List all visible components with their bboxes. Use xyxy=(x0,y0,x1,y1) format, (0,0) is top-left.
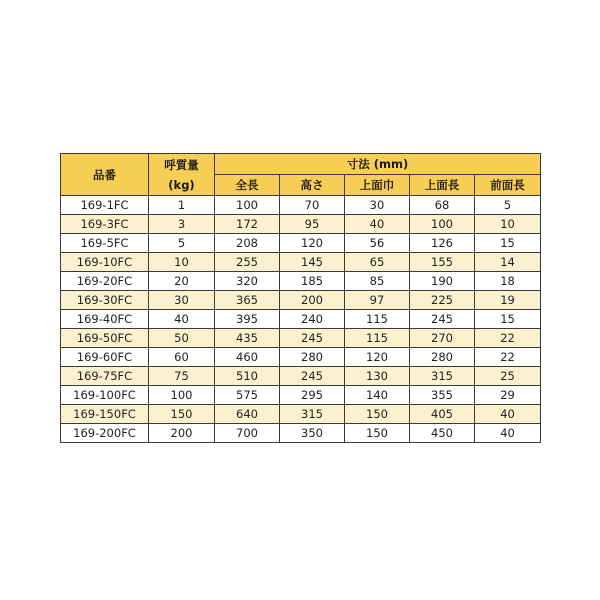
cell-model: 169-3FC xyxy=(61,215,149,234)
cell-total-length: 320 xyxy=(215,272,280,291)
table-row xyxy=(61,329,541,348)
cell-front-length: 40 xyxy=(475,424,541,443)
cell-capacity: 20 xyxy=(149,272,215,291)
cell-top-width: 97 xyxy=(345,291,410,310)
cell-height: 245 xyxy=(280,367,345,386)
cell-model: 169-60FC xyxy=(61,348,149,367)
cell-capacity: 40 xyxy=(149,310,215,329)
cell-total-length: 395 xyxy=(215,310,280,329)
table-row xyxy=(61,424,541,443)
cell-top-width: 115 xyxy=(345,310,410,329)
table-row xyxy=(61,272,541,291)
cell-total-length: 365 xyxy=(215,291,280,310)
cell-top-length: 355 xyxy=(410,386,475,405)
cell-top-length: 68 xyxy=(410,196,475,215)
cell-model: 169-10FC xyxy=(61,253,149,272)
cell-front-length: 14 xyxy=(475,253,541,272)
header-top-length: 上面長 xyxy=(410,175,475,196)
cell-model: 169-200FC xyxy=(61,424,149,443)
cell-front-length: 18 xyxy=(475,272,541,291)
cell-height: 245 xyxy=(280,329,345,348)
header-capacity-unit: (kg) xyxy=(168,177,195,192)
cell-front-length: 25 xyxy=(475,367,541,386)
cell-top-width: 150 xyxy=(345,405,410,424)
cell-total-length: 208 xyxy=(215,234,280,253)
cell-front-length: 19 xyxy=(475,291,541,310)
table-row xyxy=(61,310,541,329)
header-model: 品番 xyxy=(61,154,149,196)
header-total-length: 全長 xyxy=(215,175,280,196)
cell-height: 315 xyxy=(280,405,345,424)
cell-total-length: 172 xyxy=(215,215,280,234)
cell-capacity: 50 xyxy=(149,329,215,348)
cell-front-length: 22 xyxy=(475,329,541,348)
cell-top-length: 315 xyxy=(410,367,475,386)
cell-top-length: 155 xyxy=(410,253,475,272)
cell-top-length: 450 xyxy=(410,424,475,443)
cell-model: 169-40FC xyxy=(61,310,149,329)
cell-model: 169-150FC xyxy=(61,405,149,424)
cell-total-length: 510 xyxy=(215,367,280,386)
cell-capacity: 200 xyxy=(149,424,215,443)
cell-front-length: 15 xyxy=(475,310,541,329)
cell-height: 120 xyxy=(280,234,345,253)
cell-total-length: 700 xyxy=(215,424,280,443)
cell-height: 185 xyxy=(280,272,345,291)
cell-total-length: 100 xyxy=(215,196,280,215)
cell-front-length: 10 xyxy=(475,215,541,234)
header-top-width: 上面巾 xyxy=(345,175,410,196)
cell-top-width: 115 xyxy=(345,329,410,348)
table-row xyxy=(61,405,541,424)
header-front-length: 前面長 xyxy=(475,175,541,196)
cell-top-width: 65 xyxy=(345,253,410,272)
cell-capacity: 1 xyxy=(149,196,215,215)
cell-height: 200 xyxy=(280,291,345,310)
table-row xyxy=(61,253,541,272)
cell-front-length: 22 xyxy=(475,348,541,367)
cell-top-length: 126 xyxy=(410,234,475,253)
cell-height: 280 xyxy=(280,348,345,367)
cell-total-length: 255 xyxy=(215,253,280,272)
cell-height: 240 xyxy=(280,310,345,329)
cell-model: 169-100FC xyxy=(61,386,149,405)
table-row xyxy=(61,291,541,310)
cell-top-width: 30 xyxy=(345,196,410,215)
cell-capacity: 150 xyxy=(149,405,215,424)
cell-top-length: 405 xyxy=(410,405,475,424)
cell-total-length: 460 xyxy=(215,348,280,367)
cell-front-length: 40 xyxy=(475,405,541,424)
cell-capacity: 3 xyxy=(149,215,215,234)
table-row xyxy=(61,234,541,253)
table-row xyxy=(61,367,541,386)
cell-front-length: 29 xyxy=(475,386,541,405)
cell-top-length: 100 xyxy=(410,215,475,234)
cell-top-length: 245 xyxy=(410,310,475,329)
cell-capacity: 75 xyxy=(149,367,215,386)
table-row xyxy=(61,386,541,405)
header-row-1 xyxy=(61,154,541,175)
header-height: 高さ xyxy=(280,175,345,196)
header-dimensions: 寸法 (mm) xyxy=(215,154,541,175)
cell-top-length: 190 xyxy=(410,272,475,291)
cell-capacity: 5 xyxy=(149,234,215,253)
cell-top-width: 120 xyxy=(345,348,410,367)
cell-top-width: 85 xyxy=(345,272,410,291)
table-row xyxy=(61,215,541,234)
cell-capacity: 60 xyxy=(149,348,215,367)
cell-capacity: 100 xyxy=(149,386,215,405)
cell-top-length: 270 xyxy=(410,329,475,348)
cell-height: 145 xyxy=(280,253,345,272)
header-capacity-label: 呼質量 xyxy=(164,157,199,172)
spec-table xyxy=(60,153,541,443)
cell-total-length: 575 xyxy=(215,386,280,405)
cell-front-length: 15 xyxy=(475,234,541,253)
cell-top-width: 130 xyxy=(345,367,410,386)
cell-total-length: 640 xyxy=(215,405,280,424)
cell-top-length: 225 xyxy=(410,291,475,310)
cell-model: 169-20FC xyxy=(61,272,149,291)
cell-model: 169-30FC xyxy=(61,291,149,310)
table-row xyxy=(61,196,541,215)
table-row xyxy=(61,348,541,367)
cell-top-length: 280 xyxy=(410,348,475,367)
cell-capacity: 10 xyxy=(149,253,215,272)
cell-model: 169-5FC xyxy=(61,234,149,253)
cell-model: 169-1FC xyxy=(61,196,149,215)
cell-capacity: 30 xyxy=(149,291,215,310)
cell-model: 169-50FC xyxy=(61,329,149,348)
cell-height: 95 xyxy=(280,215,345,234)
cell-total-length: 435 xyxy=(215,329,280,348)
cell-top-width: 140 xyxy=(345,386,410,405)
cell-height: 70 xyxy=(280,196,345,215)
spec-table-body xyxy=(61,196,541,443)
header-capacity xyxy=(149,154,215,196)
cell-top-width: 150 xyxy=(345,424,410,443)
cell-front-length: 5 xyxy=(475,196,541,215)
cell-top-width: 40 xyxy=(345,215,410,234)
cell-height: 295 xyxy=(280,386,345,405)
cell-top-width: 56 xyxy=(345,234,410,253)
cell-model: 169-75FC xyxy=(61,367,149,386)
cell-height: 350 xyxy=(280,424,345,443)
